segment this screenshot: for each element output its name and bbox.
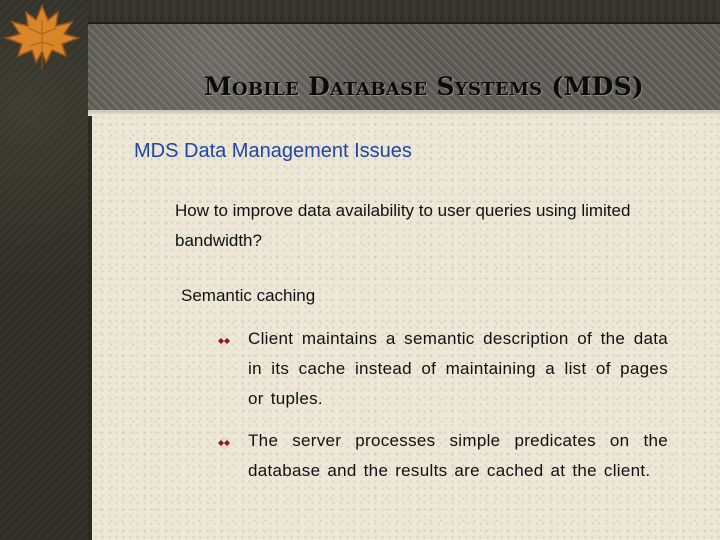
bullet-item <box>218 324 678 414</box>
title-band <box>88 22 720 116</box>
bullet-text: Client maintains a semantic description of the data in its cache instead of maintaining a list of pages or tuples. <box>248 329 668 408</box>
section-heading: MDS Data Management Issues <box>134 140 412 162</box>
slide-content <box>92 114 720 540</box>
left-decorative-band <box>0 0 88 540</box>
diamond-checker-bullet-icon <box>218 324 248 352</box>
bullet-text: The server processes simple predicates on the database and the results are cached at the client. <box>248 431 668 480</box>
diamond-checker-bullet-icon <box>218 426 248 454</box>
subheading: Semantic caching <box>181 286 316 305</box>
slide-title: Mobile Database Systems (MDS) <box>203 72 645 101</box>
question-text: How to improve data availability to user queries using limited bandwidth? <box>175 201 631 250</box>
bullet-item <box>218 426 678 486</box>
maple-leaf-icon <box>0 0 84 70</box>
top-decorative-band <box>88 0 720 22</box>
